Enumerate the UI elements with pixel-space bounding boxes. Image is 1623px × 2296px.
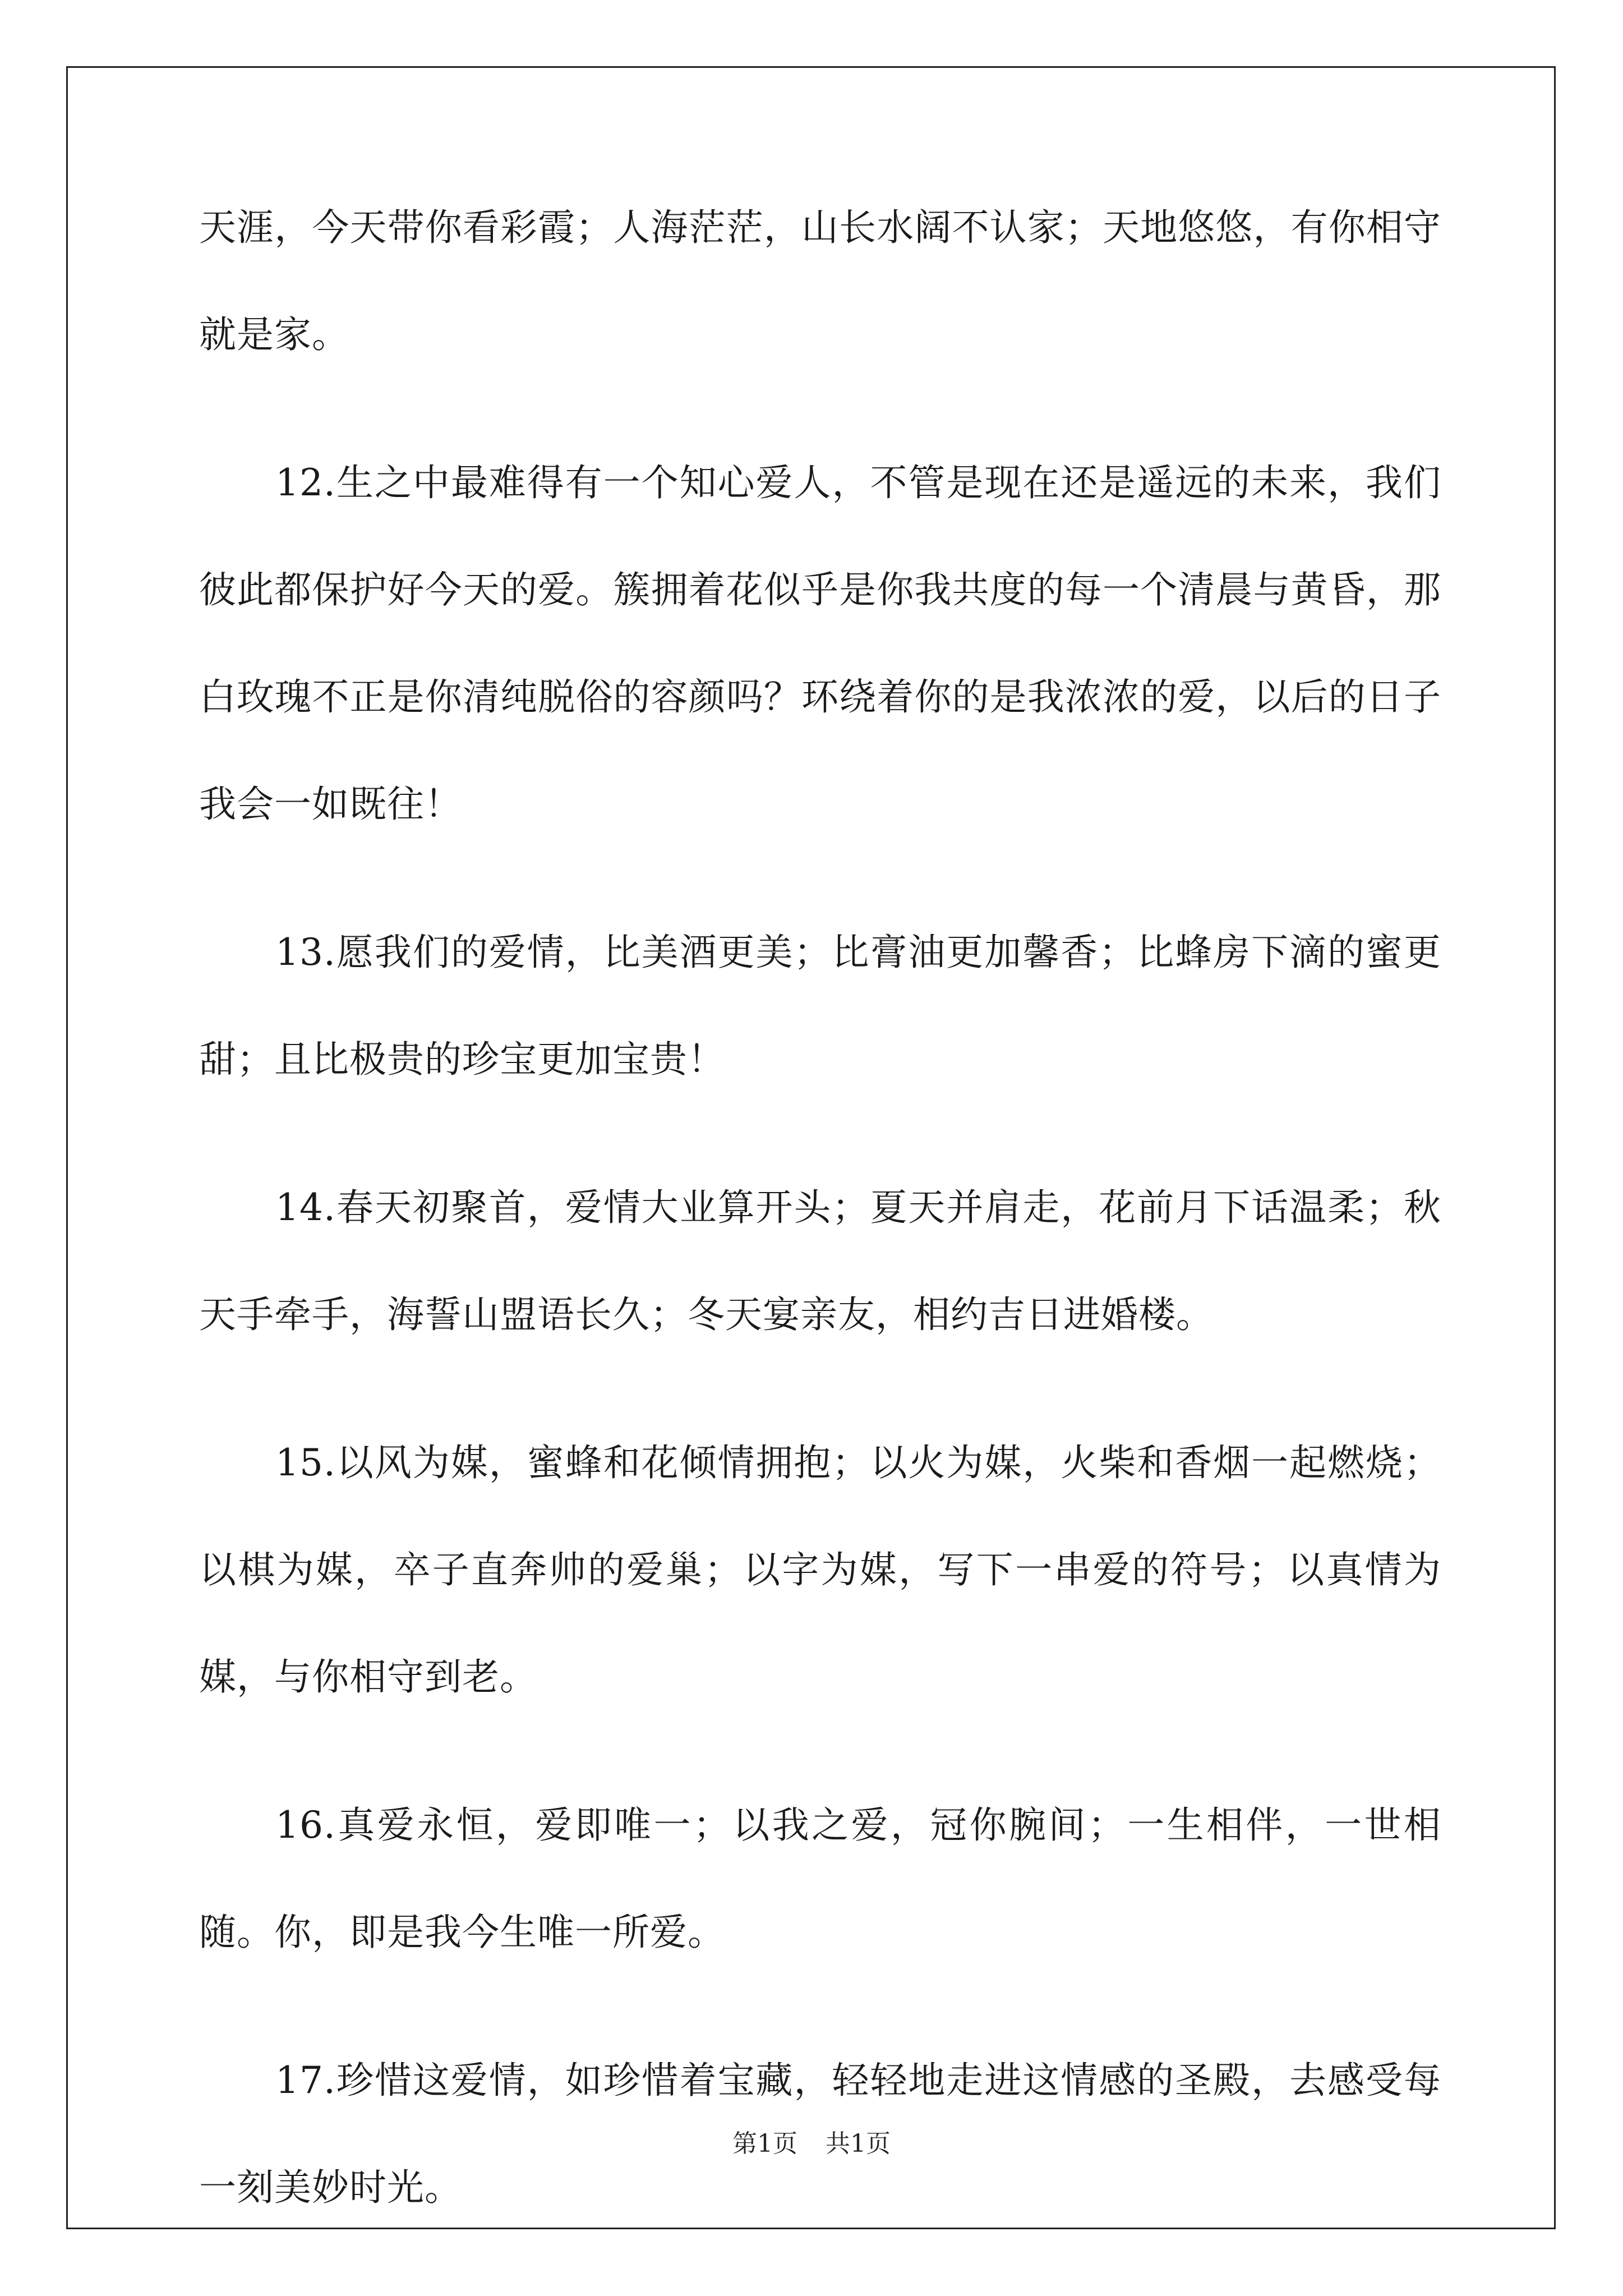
paragraph-16: 16.真爱永恒，爱即唯一；以我之爱，冠你腕间；一生相伴，一世相随。你，即是我今生唯一所爱。 [199,1803,1441,1954]
paragraph-15: 15.以风为媒，蜜蜂和花倾情拥抱；以火为媒，火柴和香烟一起燃烧；以棋为媒，卒子直奔帅的爱巢；以字为媒，写下一串爱的符号；以真情为媒，与你相守到老。 [199,1441,1441,1699]
paragraph-17: 17.珍惜这爱情，如珍惜着宝藏，轻轻地走进这情感的圣殿，去感受每一刻美妙时光。 [199,2059,1441,2209]
paragraph-12: 12.生之中最难得有一个知心爱人，不管是现在还是遥远的未来，我们彼此都保护好今天的爱。簇拥着花似乎是你我共度的每一个清晨与黄昏，那白玫瑰不正是你清纯脱俗的容颜吗？环绕着你的是我浓浓的爱，以后的日子我会一如既往！ [199,461,1441,826]
page-number: 第1页 [732,2129,797,2158]
document-body [199,206,1441,2282]
paragraph-13: 13.愿我们的爱情，比美酒更美；比膏油更加馨香；比蜂房下滴的蜜更甜；且比极贵的珍宝更加宝贵！ [199,931,1441,1081]
paragraph-continuation: 天涯，今天带你看彩霞；人海茫茫，山长水阔不认家；天地悠悠，有你相守就是家。 [199,206,1441,356]
page-total: 共1页 [826,2129,891,2158]
paragraph-14: 14.春天初聚首，爱情大业算开头；夏天并肩走，花前月下话温柔；秋天手牵手，海誓山盟语长久；冬天宴亲友，相约吉日进婚楼。 [199,1186,1441,1336]
page-footer [0,2123,1623,2159]
